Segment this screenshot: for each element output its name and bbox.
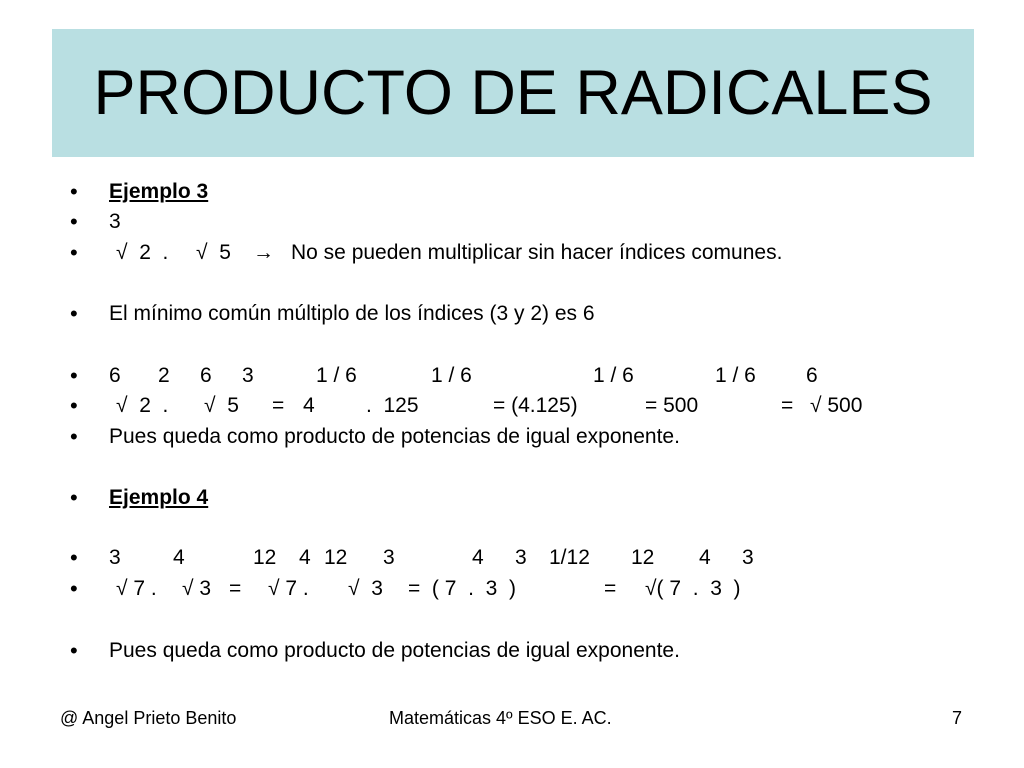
bullet-line <box>0 238 1024 268</box>
index-text: 4 <box>173 546 185 569</box>
index-text: 1 / 6 <box>316 364 357 387</box>
math-segment: = <box>272 394 285 417</box>
math-segment: = <box>604 577 617 600</box>
math-segment: = <box>229 577 242 600</box>
index-text: 1 / 6 <box>431 364 472 387</box>
bullet-line <box>0 299 1024 329</box>
bullet-line <box>0 391 1024 421</box>
bullet-marker: • <box>70 545 78 570</box>
example-heading: Ejemplo 3 <box>109 180 209 203</box>
index-text: 6 <box>806 364 818 387</box>
example-heading: Ejemplo 4 <box>109 486 209 509</box>
math-segment: √ 5 <box>196 241 231 264</box>
index-text: 4 <box>699 546 711 569</box>
bullet-line <box>0 207 1024 237</box>
math-segment: = ( 7 . 3 ) <box>408 577 516 600</box>
footer-author: @ Angel Prieto Benito <box>60 708 237 728</box>
bullet-line <box>0 543 1024 573</box>
bullet-marker: • <box>70 209 78 234</box>
body-text: El mínimo común múltiplo de los índices (3 y 2) es 6 <box>109 302 595 325</box>
body-text: No se pueden multiplicar sin hacer índices comunes. <box>291 241 783 264</box>
bullet-line <box>0 636 1024 666</box>
math-segment: √ 3 <box>182 577 212 600</box>
bullet-marker: • <box>70 240 78 265</box>
index-text: 12 <box>631 546 655 569</box>
index-text: 6 <box>200 364 212 387</box>
math-segment: √ 7 . <box>116 577 157 600</box>
math-segment: √ 5 <box>204 394 239 417</box>
math-segment: √ 3 <box>348 577 383 600</box>
bullet-marker: • <box>70 576 78 601</box>
bullet-marker: • <box>70 638 78 663</box>
index-text: 6 <box>109 364 121 387</box>
math-segment: √ 2 . <box>116 394 169 417</box>
index-text: 3 <box>109 546 121 569</box>
math-segment: = 500 <box>645 394 699 417</box>
index-text: 12 <box>253 546 277 569</box>
math-segment: 4 <box>303 394 315 417</box>
math-segment: √ 500 <box>810 394 863 417</box>
bullet-line <box>0 177 1024 207</box>
body-text: Pues queda como producto de potencias de igual exponente. <box>109 639 680 662</box>
index-text: 2 <box>158 364 170 387</box>
bullet-marker: • <box>70 485 78 510</box>
bullet-marker: • <box>70 363 78 388</box>
bullet-line <box>0 361 1024 391</box>
math-segment: = <box>781 394 794 417</box>
math-segment: √( 7 . 3 ) <box>645 577 741 600</box>
bullet-marker: • <box>70 179 78 204</box>
index-text: 4 <box>299 546 311 569</box>
math-segment: √ 7 . <box>268 577 309 600</box>
arrow-right-icon: → <box>253 241 274 264</box>
math-segment: . 125 <box>366 394 419 417</box>
index-text: 3 <box>742 546 754 569</box>
bullet-line <box>0 574 1024 604</box>
math-segment: = (4.125) <box>493 394 578 417</box>
index-text: 1/12 <box>549 546 590 569</box>
index-text: 4 <box>472 546 484 569</box>
footer-course: Matemáticas 4º ESO E. AC. <box>389 708 612 728</box>
footer-page-number: 7 <box>952 708 963 728</box>
bullet-marker: • <box>70 393 78 418</box>
index-text: 3 <box>109 210 121 233</box>
index-text: 1 / 6 <box>593 364 634 387</box>
index-text: 3 <box>383 546 395 569</box>
bullet-line <box>0 483 1024 513</box>
index-text: 3 <box>515 546 527 569</box>
math-segment: √ 2 . <box>116 241 169 264</box>
slide-title: PRODUCTO DE RADICALES <box>93 58 933 128</box>
bullet-marker: • <box>70 301 78 326</box>
index-text: 1 / 6 <box>715 364 756 387</box>
index-text: 3 <box>242 364 254 387</box>
bullet-line <box>0 422 1024 452</box>
index-text: 12 <box>324 546 348 569</box>
bullet-marker: • <box>70 424 78 449</box>
body-text: Pues queda como producto de potencias de igual exponente. <box>109 425 680 448</box>
